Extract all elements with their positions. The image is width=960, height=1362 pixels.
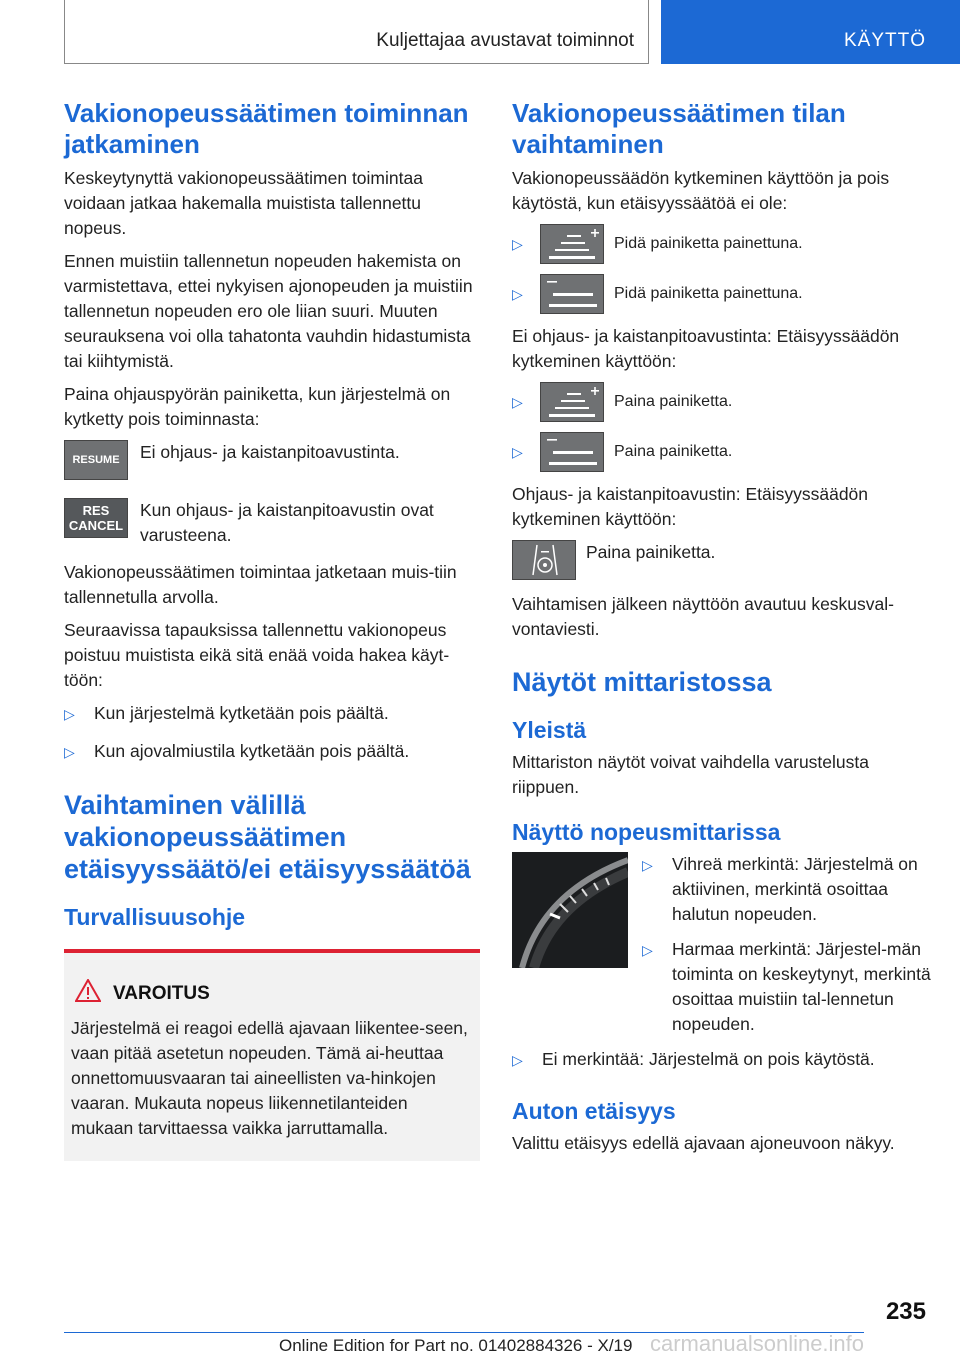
- header-section-title: Kuljettajaa avustavat toiminnot: [376, 30, 634, 51]
- list-item-text: Kun ajovalmiustila kytketään pois päältä.: [94, 741, 410, 761]
- triangle-bullet-icon: ▷: [642, 857, 653, 873]
- list-item-text: Paina painiketta.: [614, 443, 733, 460]
- list-item: [512, 382, 932, 422]
- paragraph: Mittariston näytöt voivat vaihdella varustelusta riippuen.: [512, 752, 869, 797]
- heading-switching: Vaihtaminen välillä vakionopeussäätimen etäisyyssäätö/ei etäisyyssäätöä: [64, 790, 471, 884]
- res-cancel-button-text: Kun ohjaus- ja kaistanpitoavustin ovat varusteena.: [140, 500, 434, 545]
- paragraph: Keskeytynyttä vakionopeussäätimen toimintaa voidaan jatkaa hakemalla muistista tallennettu nopeus.: [64, 168, 423, 238]
- list-item: [512, 432, 932, 472]
- list-item-text: Pidä painiketta painettuna.: [614, 235, 803, 252]
- paragraph: Ennen muistiin tallennetun nopeuden hakemista on varmistettava, ettei nykyisen ajonopeuden ja muistiin tallennetun nopeuden ero ole liian suuri. Muuten seurauksena voi olla tahatonta vauhdin hidastumista tai kiihtymistä.: [64, 251, 473, 371]
- list-item-text: Pidä painiketta painettuna.: [614, 285, 803, 302]
- assist-button-row: [512, 540, 932, 580]
- heading-speedometer-display: Näyttö nopeusmittarissa: [512, 819, 781, 845]
- list-item: [642, 852, 932, 927]
- left-column: [64, 98, 480, 1161]
- list-item: [512, 1047, 932, 1073]
- watermark: carmanualsonline.info: [650, 1331, 865, 1356]
- triangle-bullet-icon: ▷: [64, 744, 75, 760]
- speedometer-image: [512, 852, 628, 968]
- list-item: [642, 937, 932, 1037]
- paragraph: Seuraavissa tapauksissa tallennettu vakionopeus poistuu muistista eikä sitä enää voida hakea käyt-töön:: [64, 620, 450, 690]
- resume-button-row: [64, 440, 480, 480]
- triangle-bullet-icon: ▷: [512, 235, 523, 252]
- res-cancel-button-icon: RES CANCEL: [64, 498, 128, 538]
- triangle-bullet-icon: ▷: [64, 706, 75, 722]
- heading-instrument-displays: Näytöt mittaristossa: [512, 667, 772, 697]
- distance-plus-button-icon: [540, 224, 604, 264]
- paragraph: Valittu etäisyys edellä ajavaan ajoneuvoon näkyy.: [512, 1133, 895, 1153]
- footer-edition: Online Edition for Part no. 01402884326 - X/19: [279, 1336, 633, 1355]
- list-item-text: Vihreä merkintä: Järjestelmä on aktiivinen, merkintä osoittaa halutun nopeuden.: [672, 854, 918, 924]
- distance-minus-button-icon: [540, 432, 604, 472]
- steering-assist-button-icon: [512, 540, 576, 580]
- list-item: [64, 701, 480, 727]
- heading-safety: Turvallisuusohje: [64, 904, 246, 930]
- heading-mode-change: Vakionopeussäätimen tilan vaihtaminen: [512, 98, 846, 159]
- warning-title: [71, 979, 472, 1008]
- speedometer-list: [642, 852, 932, 1047]
- list-item: [64, 739, 480, 765]
- header-chapter-tab: [661, 0, 960, 64]
- list-item-text: Ei merkintää: Järjestelmä on pois käytöstä.: [542, 1049, 875, 1069]
- resume-button-text: Ei ohjaus- ja kaistanpitoavustinta.: [140, 442, 400, 462]
- right-column: [512, 98, 932, 1164]
- list-item: [512, 274, 932, 314]
- list-item-text: Paina painiketta.: [614, 393, 733, 410]
- resume-button-icon: RESUME: [64, 440, 128, 480]
- paragraph: Paina ohjauspyörän painiketta, kun järjestelmä on kytketty pois toiminnasta:: [64, 384, 451, 429]
- distance-plus-button-icon: [540, 382, 604, 422]
- paragraph: Ei ohjaus- ja kaistanpitoavustinta: Etäisyyssäädön kytkeminen käyttöön:: [512, 326, 900, 371]
- header-chapter-label: KÄYTTÖ: [843, 30, 926, 51]
- paragraph: Vakionopeussäätimen toimintaa jatketaan muis-tiin tallennetulla arvolla.: [64, 562, 457, 607]
- warning-box: [64, 949, 480, 1161]
- list-item: [512, 224, 932, 264]
- page-number: 235: [885, 1298, 926, 1325]
- distance-minus-button-icon: [540, 274, 604, 314]
- paragraph: Vaihtamisen jälkeen näyttöön avautuu keskusval-vontaviesti.: [512, 594, 894, 639]
- triangle-bullet-icon: ▷: [512, 1052, 523, 1068]
- list-item-text: Kun järjestelmä kytketään pois päältä.: [94, 703, 389, 723]
- warning-text: Järjestelmä ei reagoi edellä ajavaan liikentee-seen, vaan pitää asetetun nopeuden. Tämä ai-heuttaa onnettomuusvaaran tai aineellisten va-hinkojen vaaran. Mukauta nopeus liikennetilanteiden mukaan tarvittaessa vaikka jarruttamalla.: [71, 1018, 468, 1138]
- warning-triangle-icon: [75, 979, 101, 1008]
- triangle-bullet-icon: ▷: [512, 285, 523, 302]
- heading-car-distance: Auton etäisyys: [512, 1098, 676, 1124]
- header-section-box: [64, 0, 649, 64]
- warning-title-text: VAROITUS: [113, 982, 210, 1004]
- paragraph: Ohjaus- ja kaistanpitoavustin: Etäisyyssäädön kytkeminen käyttöön:: [512, 484, 869, 529]
- heading-resume: Vakionopeussäätimen toiminnan jatkaminen: [64, 98, 469, 159]
- triangle-bullet-icon: ▷: [642, 942, 653, 958]
- heading-general: Yleistä: [512, 717, 587, 743]
- speedometer-figure-row: [512, 852, 932, 1047]
- res-cancel-button-row: [64, 498, 480, 548]
- list-item-text: Harmaa merkintä: Järjestel-män toiminta on keskeytynyt, merkintä osoittaa muistiin tal-lennetun nopeuden.: [672, 939, 931, 1034]
- paragraph: Vakionopeussäädön kytkeminen käyttöön ja pois käytöstä, kun etäisyyssäätöä ei ole:: [512, 168, 890, 213]
- triangle-bullet-icon: ▷: [512, 443, 523, 460]
- triangle-bullet-icon: ▷: [512, 393, 523, 410]
- assist-button-text: Paina painiketta.: [586, 542, 716, 562]
